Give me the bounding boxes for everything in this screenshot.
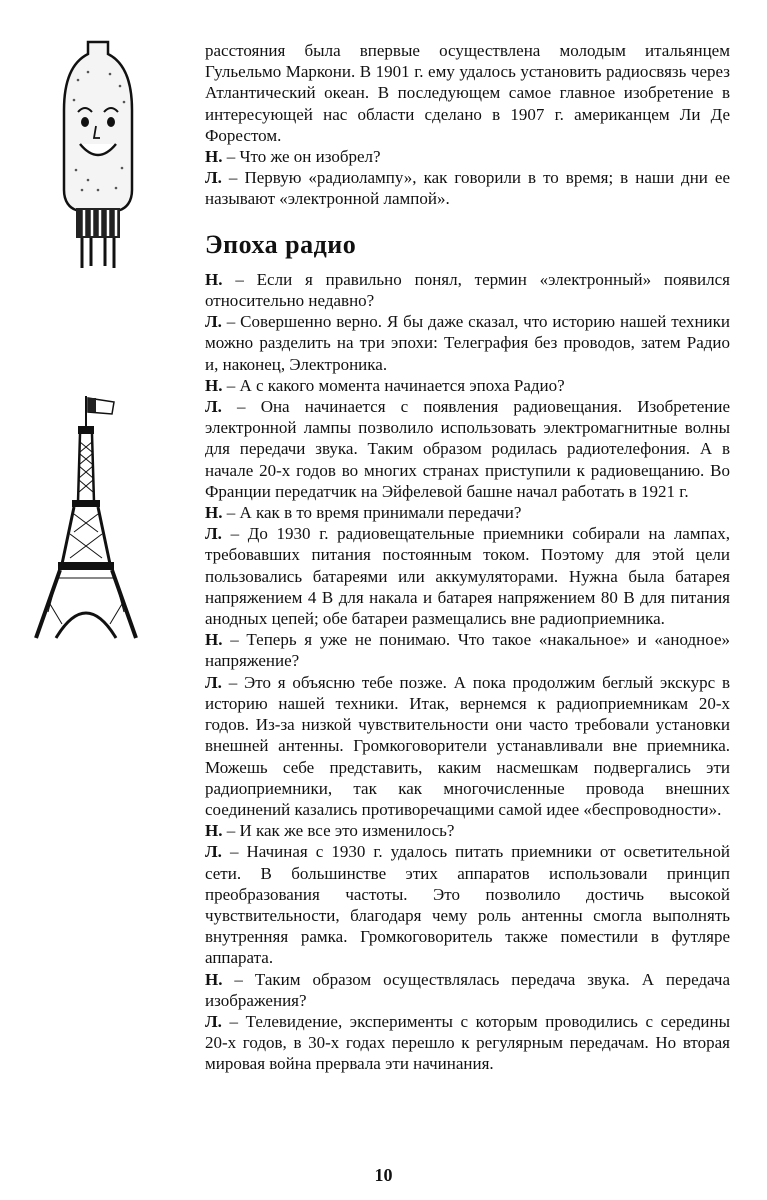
dialogue-line [205,375,730,396]
line-text: Таким образом осуществлялась передача звука. А передача изображения? [205,969,730,1010]
speaker-label: Л. [205,168,222,188]
dash: – [222,630,247,650]
line-text: Телевидение, эксперименты с которым проводились с середины 20-х годов, в 30-х годах перешло к регулярным передачам. Но вторая мировая война прервала эти начинания. [205,1011,730,1074]
dialogue-line [205,311,730,375]
text-column [205,40,730,1075]
dialogue-line [205,820,730,841]
dialogue-line [205,167,730,209]
intro-paragraph: расстояния была впервые осуществлена молодым итальянцем Гульельмо Маркони. В 1901 г. ему удалось установить радиосвязь через Атлантический океан. В последующем самое главное изобретение в интересующей нас области сделано в 1907 г. американцем Ли Де Форестом. [205,41,730,145]
speaker-label: Л. [205,312,222,332]
speaker-label: Л. [205,1011,222,1031]
dialogue-line [205,841,730,968]
line-text: Начиная с 1930 г. удалось питать приемники от осветительной сети. В большинстве этих аппаратов использовали принцип преобразования частоты. Это позволило достичь высокой чувствительности, благодаря чему роль антенны смогла выполнять внутренняя рамка. Громкоговоритель также поместили в футляре аппарата. [205,842,730,968]
dialogue-line [205,146,730,167]
section-title: Эпоха радио [205,229,357,259]
dash: – [222,821,240,841]
dash: – [221,312,241,332]
dash: – [221,1011,246,1031]
dash: – [221,842,247,862]
dialogue-line [205,502,730,523]
page-number: 10 [374,1165,393,1185]
speaker-label: Л. [205,842,222,862]
dialogue-line [205,269,730,311]
speaker-label: Л. [205,524,222,544]
speaker-label: Н. [205,503,223,523]
speaker-label: Н. [205,147,223,167]
line-text: Что же он изобрел? [239,147,381,167]
dialogue-line [205,969,730,1011]
speaker-label: Л. [205,672,222,692]
speaker-label: Н. [205,821,223,841]
line-text: Она начинается с появления радиовещания. Изобретение электронной лампы позволило использовать электромагнитные волны для передачи звука. Таким образом родилась радиотелефония. А в начале 20-х годов во многих странах приступили к радиовещанию. Во Франции передатчик на Эйфелевой башне начал работать в 1921 г. [205,397,730,501]
dialogue-line [205,1011,730,1075]
speaker-label: Н. [205,630,223,650]
speaker-label: Н. [205,969,223,989]
dash: – [222,969,255,989]
dash: – [222,147,240,167]
dash: – [221,672,245,692]
line-text: Теперь я уже не понимаю. Что такое «накальное» и «анодное» напряжение? [205,630,731,671]
line-text: А с какого момента начинается эпоха Радио? [239,375,565,395]
dialogue-line [205,396,730,502]
line-text: И как же все это изменилось? [239,821,455,841]
line-text: А как в то время принимали передачи? [239,503,522,523]
dash: – [221,168,245,188]
line-text: Совершенно верно. Я бы даже сказал, что историю нашей техники можно разделить на три эпохи: Телеграфия без проводов, затем Радио и, наконец, Электроника. [205,312,730,374]
speaker-label: Л. [205,397,222,417]
line-text: Первую «радиолампу», как говорили в то время; в наши дни ее называют «электронной лампой». [205,168,731,209]
speaker-label: Н. [205,269,223,289]
dash: – [222,503,240,523]
dash: – [222,269,257,289]
dash: – [222,375,240,395]
radio-tube-face-icon [58,40,138,272]
speaker-label: Н. [205,375,223,395]
dialogue-line [205,523,730,629]
line-text: До 1930 г. радиовещательные приемники собирали на лампах, требовавших питания постоянным током. Поэтому для этой цели пользовались батареями или аккумуляторами. Нужна была батарея напряжением 4 В для накала и батарея напряжением 80 В для питания анодных цепей; обе батареи размещались вне радиоприемника. [205,524,731,629]
eiffel-tower-icon [28,392,138,642]
line-text: Это я объясню тебе позже. А пока продолжим беглый экскурс в историю нашей техники. Итак, вернемся к радиоприемникам 20-х годов. Из-за низкой чувствительности они часто требовали установки внешней антенны. Громкоговорители устанавливали вне приемника. Можешь себе представить, каким насмешкам подвергались эти радиоприемники, так как многочисленные провода внешних соединений казались противоречащими самой идее «беспроводности». [205,672,731,819]
dialogue-line [205,672,730,820]
dash: – [221,397,261,417]
line-text: Если я правильно понял, термин «электронный» появился относительно недавно? [205,269,730,311]
dialogue-line [205,629,730,671]
dash: – [221,524,248,544]
